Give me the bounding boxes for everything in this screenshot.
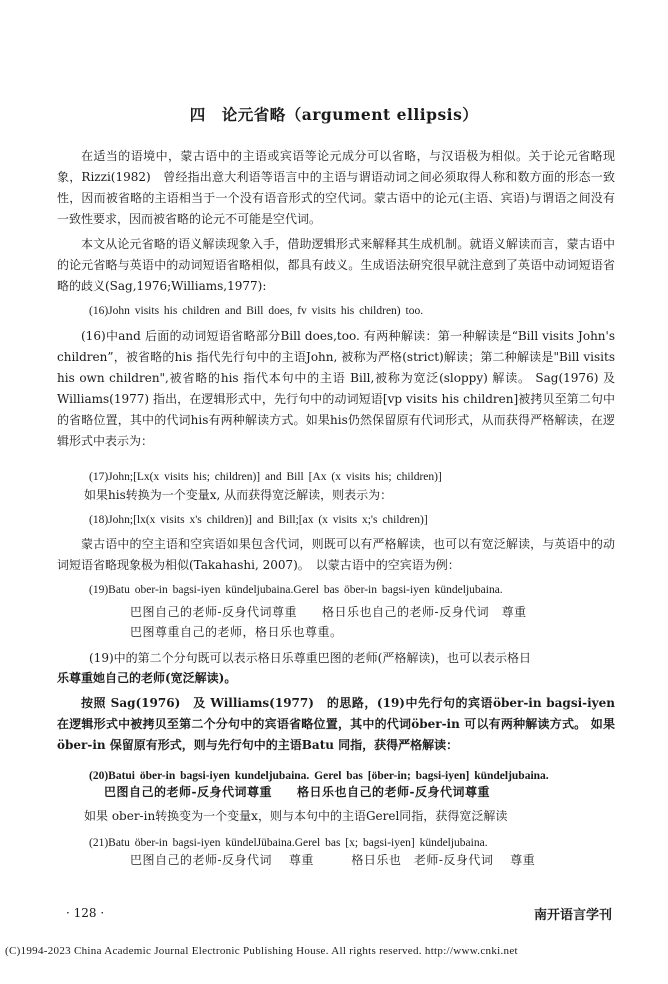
paragraph-intro: 在适当的语境中，蒙古语中的主语或宾语等论元成分可以省略，与汉语极为相似。关于论元省略现象，Rizzi(1982) 曾经指出意大利语等语言中的主语与谓语动词之间必须取得人称和数方面的形态一致性，因而被省略的主语相当于一个没有语音形式的空代词。蒙古语中的论元(主语、宾语)与谓语之间没有一致性要求，因而被省略的论元不可能是空代词。: [57, 149, 615, 226]
page-number: · 128 ·: [66, 906, 105, 920]
journal-name: 南开语言学刊: [533, 908, 612, 923]
paragraph-variable: 如果his转换为一个变量x, 从而获得宽泛解读，则表示为：: [84, 488, 393, 502]
example-19-translation: 巴图尊重自己的老师，格日乐也尊重。: [130, 625, 343, 639]
paragraph-copy: 按照 Sag(1976) 及 Williams(1977) 的思路，(19)中先行句的宾语öber-in bagsi-iyen 在逻辑形式中被拷贝至第二个分句中的宾语省略位置，其中的代词öber-in 可以有两种解读方式。 如果 öber-in 保留原有形式，则与先行句中的主语Batu 同指，获得严格解读：: [57, 696, 615, 752]
paragraph-ambiguity-line2: 乐尊重她自己的老师(宽泛解读)。: [57, 671, 237, 685]
paragraph-method: 本文从论元省略的语义解读现象入手，借助逻辑形式来解释其生成机制。就语义解读而言，蒙古语中的论元省略与英语中的动词短语省略相似，都具有歧义。生成语法研究很早就注意到了英语中动词短语省略的歧义(Sag,1976;Williams,1977):: [57, 237, 615, 293]
paragraph-mongolian: 蒙古语中的空主语和空宾语如果包含代词，则既可以有严格解读，也可以有宽泛解读，与英语中的动词短语省略现象极为相似(Takahashi, 2007)。 以蒙古语中的空宾语为例：: [57, 537, 615, 572]
paragraph-ambiguity-line1: (19)中的第二个分句既可以表示格日乐尊重巴图的老师(严格解读)，也可以表示格日: [89, 651, 531, 665]
copyright-notice: (C)1994-2023 China Academic Journal Electronic Publishing House. All rights reserved. http://www.cnki.net: [5, 945, 518, 957]
example-17: (17)John;[Lx(x visits his; children)] and Bill [Ax (x visits his; children)]: [89, 471, 442, 483]
example-16: (16)John visits his children and Bill does, fv visits his children) too.: [89, 305, 424, 317]
example-20-gloss: 巴图自己的老师-反身代词尊重 格日乐也自己的老师-反身代词尊重: [104, 785, 490, 799]
example-21-gloss: 巴图自己的老师-反身代词 尊重 格日乐也 老师-反身代词 尊重: [130, 853, 536, 867]
paragraph-readings: (16)中and 后面的动词短语省略部分Bill does,too. 有两种解读：第一种解读是“Bill visits John's children”，被省略的his 指代先行句中的主语John, 被称为严格(strict)解读；第二种解读是"Bill visits his own children",被省略的his 指代本句中的主语 Bill,被称为宽泛(sloppy) 解读。 Sag(1976) 及 Williams(1977) 指出，在逻辑形式中，先行句中的动词短语[vp visits his children]被拷贝至第二句中的省略位置，其中的代词his有两种解读方式。如果his仍然保留原有代词形式，从而获得严格解读，在逻辑形式中表示为：: [57, 329, 615, 448]
example-21-line1: (21)Batu öber-in bagsi-iyen kündelJübaina.Gerel bas [x; bagsi-iyen] kündeljubaina.: [89, 837, 488, 849]
example-18: (18)John;[lx(x visits x's children)] and Bill;[ax (x visits x;'s children)]: [89, 514, 428, 526]
paragraph-sloppy: 如果 ober-in转换变为一个变量x，则与本句中的主语Gerel同指，获得宽泛解读: [84, 809, 508, 823]
example-19-line1: (19)Batu ober-in bagsi-iyen kündeljubaina.Gerel bas öber-in bagsi-iyen kündeljubaina.: [89, 584, 503, 596]
example-19-gloss: 巴图自己的老师-反身代词尊重 格日乐也自己的老师-反身代词 尊重: [130, 605, 527, 619]
chapter-heading: 四 论元省略（argument ellipsis）: [189, 105, 479, 124]
example-20-line1: (20)Batui öber-in bagsi-iyen kundeljubaina. Gerel bas [öber-in; bagsi-iyen] kündeljubaina.: [89, 770, 549, 782]
